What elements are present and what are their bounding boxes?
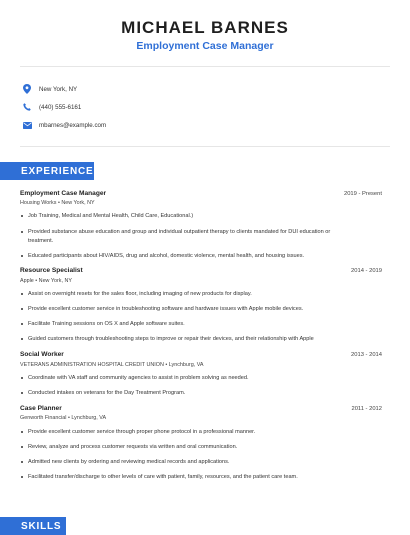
- section-experience: EXPERIENCE: [0, 162, 94, 180]
- candidate-title: Employment Case Manager: [136, 40, 274, 52]
- job-company: Housing Works • New York, NY: [20, 200, 95, 206]
- job-bullet: Review, analyze and process customer requests via written and oral communication.: [20, 443, 355, 452]
- contact-email: [22, 119, 106, 131]
- job-bullet: Guided customers through troubleshooting steps to improve or repair their devices, and their relationship with Apple: [20, 335, 355, 344]
- job-company: Apple • New York, NY: [20, 278, 72, 284]
- job-bullet: Educated participants about HIV/AIDS, drug and alcohol, domestic violence, mental health, and housing issues.: [20, 252, 355, 261]
- job-bullet: Conducted intakes on veterans for the Day Treatment Program.: [20, 389, 355, 398]
- job-bullet: Facilitated transfer/discharge to other levels of care with patient, family, resources, and the patient care team.: [20, 473, 355, 482]
- job-bullet: Job Training, Medical and Mental Health, Child Care, Educational.): [20, 212, 355, 221]
- job-bullet: Provide excellent customer service through proper phone protocol in a professional manner.: [20, 428, 355, 437]
- phone-text: (440) 555-6161: [39, 103, 82, 111]
- email-text: mbarnes@example.com: [39, 121, 107, 129]
- divider: [20, 146, 390, 147]
- candidate-name: MICHAEL BARNES: [121, 18, 289, 37]
- job-title: Case Planner: [20, 405, 62, 412]
- divider: [20, 66, 390, 67]
- section-skills: SKILLS: [0, 517, 66, 535]
- job-bullet: Facilitate Training sessions on OS X and Apple software suites.: [20, 320, 355, 329]
- location-pin-icon: [22, 84, 32, 94]
- job-dates: 2014 - 2019: [351, 268, 382, 274]
- contact-location: [22, 83, 77, 95]
- contact-phone: [22, 101, 81, 113]
- phone-icon: [22, 102, 32, 112]
- job-title: Social Worker: [20, 351, 64, 358]
- job-dates: 2011 - 2012: [351, 406, 382, 412]
- location-text: New York, NY: [39, 85, 78, 93]
- job-title: Resource Specialist: [20, 267, 83, 274]
- job-company: VETERANS ADMINISTRATION HOSPITAL CREDIT UNION • Lynchburg, VA: [20, 362, 204, 368]
- job-title: Employment Case Manager: [20, 190, 107, 197]
- job-bullet: Coordinate with VA staff and community agencies to assist in problem solving as needed.: [20, 374, 355, 383]
- job-bullet: Provided substance abuse education and group and individual outpatient therapy to clients mandated for DUI education or treatment.: [20, 228, 355, 245]
- job-dates: 2013 - 2014: [351, 352, 382, 358]
- mail-icon: [22, 120, 32, 130]
- job-company: Genworth Financial • Lynchburg, VA: [20, 415, 107, 421]
- job-dates: 2019 - Present: [343, 191, 382, 197]
- job-bullet: Assist on overnight resets for the sales floor, including imaging of new products for display.: [20, 290, 355, 299]
- job-bullet: Admitted new clients by ordering and reviewing medical records and applications.: [20, 458, 355, 467]
- job-bullet: Provide excellent customer service in troubleshooting software and hardware issues with Apple mobile devices.: [20, 305, 355, 314]
